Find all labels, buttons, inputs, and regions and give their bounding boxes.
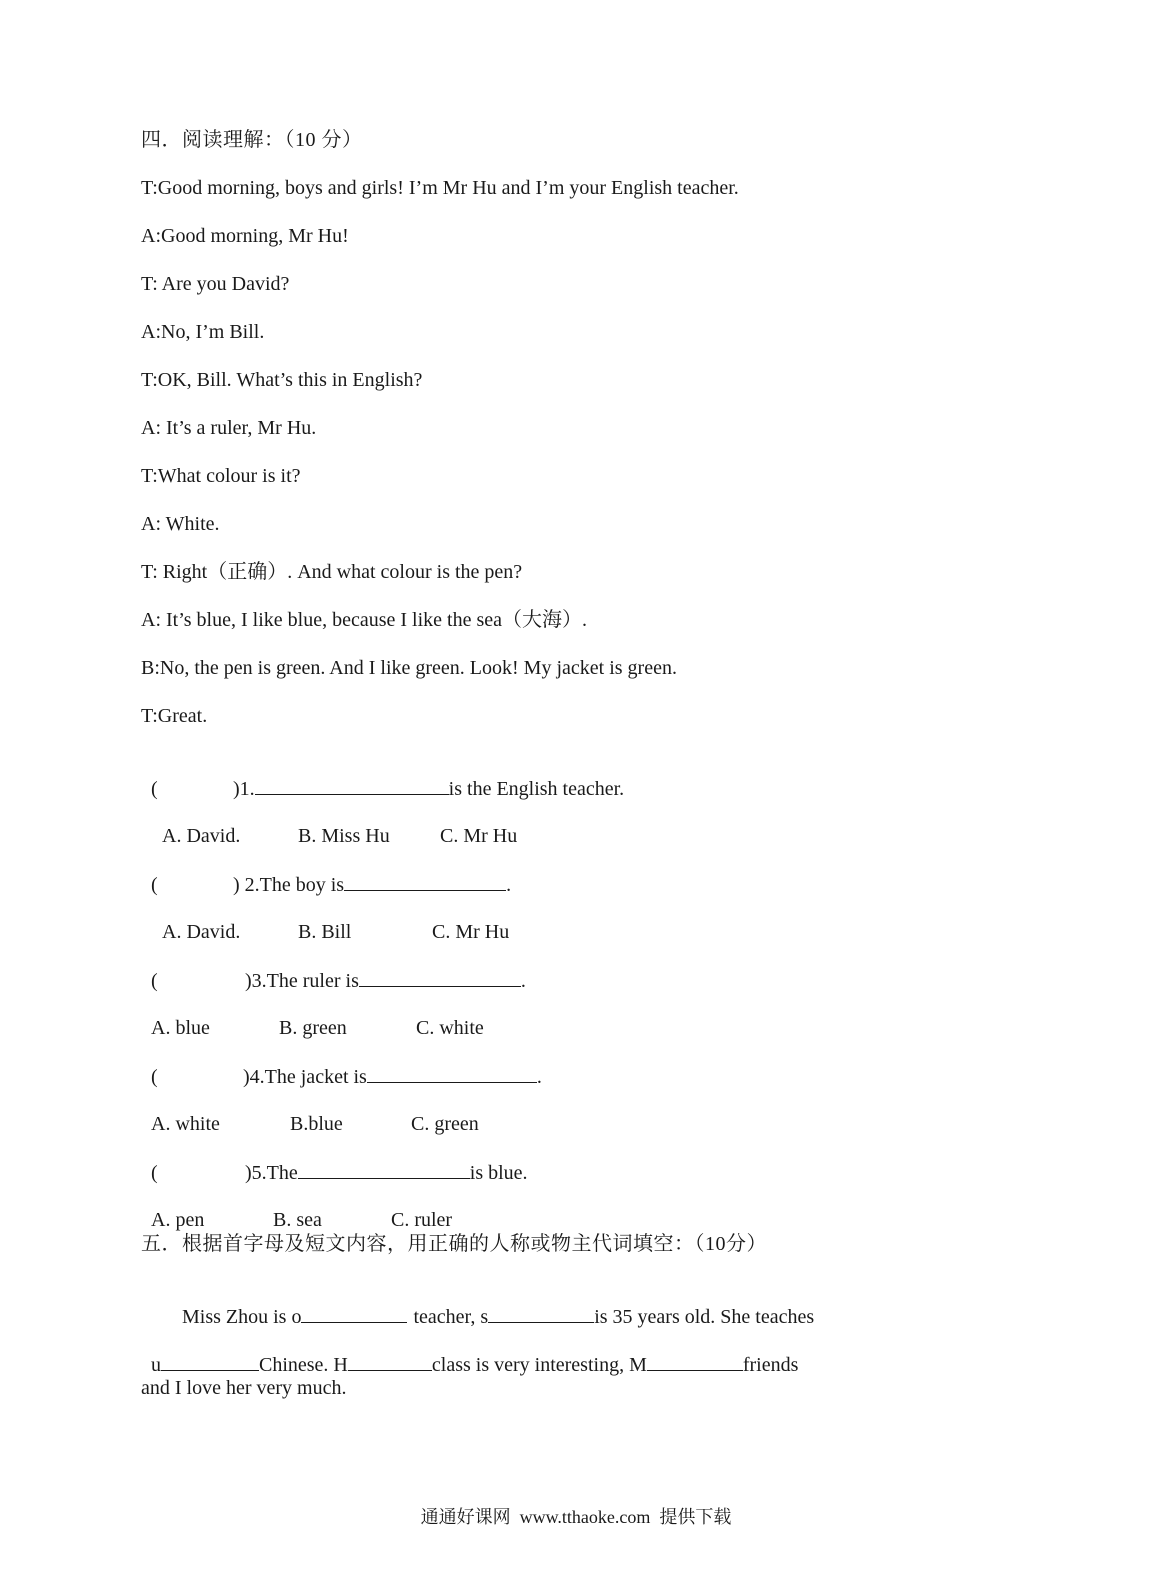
option-c[interactable]: C. ruler: [391, 1209, 453, 1231]
answer-blank[interactable]: [344, 872, 506, 891]
question-4: [141, 1040, 542, 1089]
dialogue-line: A: It’s blue, I like blue, because I like the sea（大海）.: [141, 609, 587, 631]
option-b[interactable]: B. sea: [273, 1209, 322, 1231]
option-a[interactable]: A. pen: [151, 1209, 205, 1231]
dialogue-line: T:What colour is it?: [141, 465, 301, 487]
cloze-text: teacher, s: [413, 1306, 489, 1328]
option-a[interactable]: A. David.: [162, 921, 241, 943]
cloze-line-2: [141, 1328, 798, 1377]
option-b[interactable]: B. green: [279, 1017, 347, 1039]
answer-blank[interactable]: [367, 1064, 537, 1083]
question-1: [141, 752, 624, 801]
option-c[interactable]: C. green: [411, 1113, 479, 1135]
option-b[interactable]: B. Bill: [298, 921, 352, 943]
dialogue-line: T:Good morning, boys and girls! I’m Mr Hu and I’m your English teacher.: [141, 177, 739, 199]
cloze-blank[interactable]: [647, 1352, 743, 1371]
cloze-text: is 35 years old. She teaches: [594, 1306, 815, 1328]
question-2-options: [152, 896, 509, 944]
dialogue-line: B:No, the pen is green. And I like green. Look! My jacket is green.: [141, 657, 677, 679]
answer-paren-open: (: [151, 1066, 158, 1088]
cloze-text: friends: [742, 1354, 799, 1376]
cloze-text: Chinese. H: [259, 1354, 348, 1376]
option-c[interactable]: C. white: [416, 1017, 484, 1039]
answer-blank[interactable]: [298, 1160, 470, 1179]
dialogue-line: T: Are you David?: [141, 273, 290, 295]
question-text: is the English teacher.: [448, 778, 625, 800]
option-a[interactable]: A. David.: [162, 825, 241, 847]
dialogue-line: T: Right（正确）. And what colour is the pen?: [141, 561, 523, 583]
dialogue-line: A: White.: [141, 513, 220, 535]
question-stem: )1.: [233, 778, 255, 800]
answer-paren-open: (: [151, 970, 158, 992]
answer-paren-open: (: [151, 874, 158, 896]
dialogue-line: T:OK, Bill. What’s this in English?: [141, 369, 423, 391]
question-1-options: [152, 800, 517, 848]
question-3: [141, 944, 526, 993]
question-text: .: [520, 970, 526, 992]
page-footer: 通通好课网 www.tthaoke.com 提供下载: [420, 1507, 732, 1527]
option-a[interactable]: A. blue: [151, 1017, 210, 1039]
cloze-text: Miss Zhou is o: [182, 1306, 302, 1328]
section5-title: 五．根据首字母及短文内容，用正确的人称或物主代词填空：（10分）: [141, 1233, 767, 1255]
question-text: .: [536, 1066, 542, 1088]
dialogue-line: A:Good morning, Mr Hu!: [141, 225, 349, 247]
cloze-line-1: [172, 1280, 814, 1329]
option-b[interactable]: B. Miss Hu: [298, 825, 390, 847]
option-b[interactable]: B.blue: [290, 1113, 343, 1135]
question-stem: )4.The jacket is: [243, 1066, 367, 1088]
question-4-options: [141, 1088, 479, 1136]
answer-blank[interactable]: [255, 776, 449, 795]
dialogue-line: A:No, I’m Bill.: [141, 321, 265, 343]
dialogue-line: A: It’s a ruler, Mr Hu.: [141, 417, 317, 439]
question-stem: )3.The ruler is: [245, 970, 359, 992]
question-3-options: [141, 992, 484, 1040]
option-a[interactable]: A. white: [151, 1113, 220, 1135]
section4-title: 四．阅读理解：（10 分）: [141, 129, 363, 151]
question-5: [141, 1136, 528, 1185]
cloze-blank[interactable]: [348, 1352, 432, 1371]
dialogue-line: T:Great.: [141, 705, 208, 727]
cloze-text: class is very interesting, M: [431, 1354, 647, 1376]
answer-paren-open: (: [151, 1162, 158, 1184]
cloze-blank[interactable]: [161, 1352, 259, 1371]
answer-blank[interactable]: [359, 968, 521, 987]
cloze-text: u: [151, 1354, 161, 1376]
question-text: .: [506, 874, 512, 896]
question-text: is blue.: [469, 1162, 528, 1184]
cloze-blank[interactable]: [301, 1304, 407, 1323]
question-stem: )5.The: [245, 1162, 298, 1184]
cloze-line-3: and I love her very much.: [141, 1377, 347, 1399]
cloze-blank[interactable]: [488, 1304, 594, 1323]
question-2: [141, 848, 511, 897]
question-stem: ) 2.The boy is: [233, 874, 345, 896]
option-c[interactable]: C. Mr Hu: [432, 921, 510, 943]
option-c[interactable]: C. Mr Hu: [440, 825, 518, 847]
question-5-options: [141, 1184, 452, 1232]
answer-paren-open: (: [151, 778, 158, 800]
